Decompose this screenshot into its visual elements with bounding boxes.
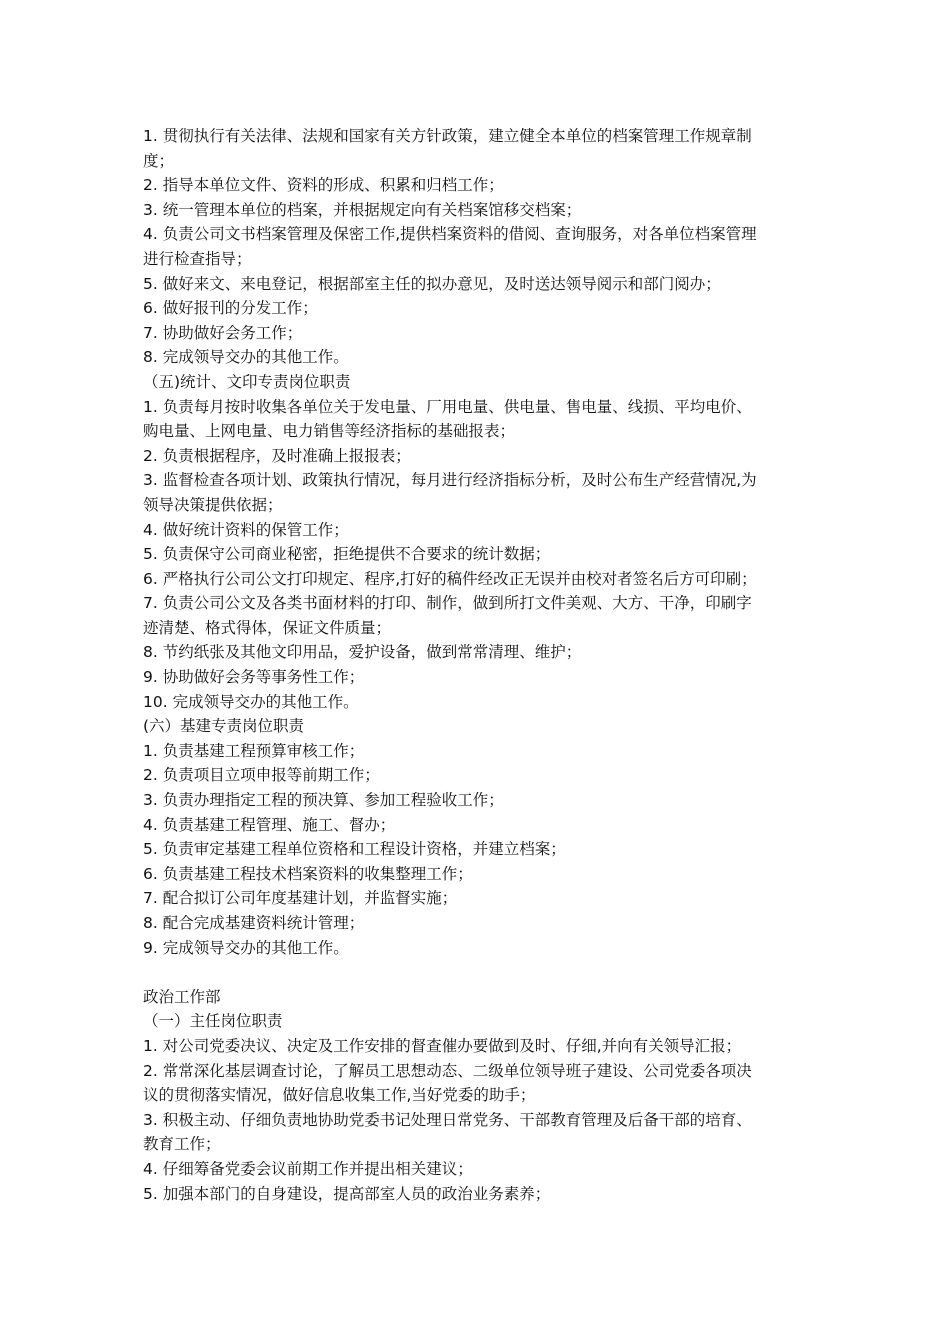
text-line: 8. 配合完成基建资料统计管理；: [143, 914, 365, 932]
text-line: 4. 仔细筹备党委会议前期工作并提出相关建议；: [143, 1159, 473, 1178]
document-body: [143, 124, 813, 1206]
text-line: 度；: [143, 151, 175, 170]
text-line: 5. 加强本部门的自身建设，提高部室人员的政治业务素养；: [143, 1184, 551, 1203]
blank-line: [143, 960, 813, 985]
text-line: 教育工作；: [143, 1135, 221, 1154]
text-line: 4. 做好统计资料的保管工作；: [143, 520, 349, 539]
text-line: 迹清楚、格式得体，保证文件质量；: [143, 618, 392, 637]
text-line: 7. 负责公司公文及各类书面材料的打印、制作，做到所打文件美观、大方、干净，印刷字: [143, 594, 752, 613]
text-line: 2. 指导本单位文件、资料的形成、积累和归档工作；: [143, 176, 504, 195]
section-heading: （一）主任岗位职责: [143, 1012, 283, 1031]
text-line: 2. 负责项目立项申报等前期工作；: [143, 766, 380, 785]
text-line: 5. 负责保守公司商业秘密，拒绝提供不合要求的统计数据；: [143, 545, 551, 564]
text-line: 9. 完成领导交办的其他工作。: [143, 938, 349, 957]
text-line: 7. 配合拟订公司年度基建计划，并监督实施；: [143, 889, 458, 908]
text-line: 购电量、上网电量、电力销售等经济指标的基础报表；: [143, 422, 516, 441]
text-line: 8. 完成领导交办的其他工作。: [143, 348, 349, 367]
text-line: 领导决策提供依据；: [143, 495, 283, 514]
text-line: 议的贯彻落实情况，做好信息收集工作,当好党委的助手；: [143, 1086, 536, 1105]
text-line: 6. 负责基建工程技术档案资料的收集整理工作；: [143, 864, 473, 883]
text-line: 2. 常常深化基层调查讨论，了解员工思想动态、二级单位领导班子建设、公司党委各项决: [143, 1061, 752, 1080]
text-line: 8. 节约纸张及其他文印用品，爱护设备，做到常常清理、维护；: [143, 643, 582, 662]
text-line: 进行检查指导；: [143, 249, 252, 268]
department-title: 政治工作部: [143, 987, 221, 1006]
text-line: 1. 负责基建工程预算审核工作；: [143, 741, 365, 760]
text-line: 10. 完成领导交办的其他工作。: [143, 692, 359, 711]
text-line: 3. 统一管理本单位的档案，并根据规定向有关档案馆移交档案；: [143, 200, 582, 219]
text-line: 1. 负责每月按时收集各单位关于发电量、厂用电量、供电量、售电量、线损、平均电价、: [143, 397, 752, 416]
section-heading: （五)统计、文印专责岗位职责: [143, 372, 351, 391]
text-line: 3. 负责办理指定工程的预决算、参加工程验收工作；: [143, 791, 504, 810]
text-line: 7. 协助做好会务工作；: [143, 323, 303, 342]
text-line: 5. 负责审定基建工程单位资格和工程设计资格，并建立档案；: [143, 840, 566, 859]
text-line: 5. 做好来文、来电登记，根据部室主任的拟办意见，及时送达领导阅示和部门阅办；: [143, 274, 721, 293]
text-line: 1. 对公司党委决议、决定及工作安排的督查催办要做到及时、仔细,并向有关领导汇报；: [143, 1036, 742, 1055]
text-line: 3. 积极主动、仔细负责地协助党委书记处理日常党务、干部教育管理及后备干部的培育、: [143, 1110, 752, 1129]
section-heading: (六）基建专责岗位职责: [143, 717, 305, 736]
text-line: 6. 严格执行公司公文打印规定、程序,打好的稿件经改正无误并由校对者签名后方可印刷；: [143, 569, 757, 588]
text-line: 4. 负责公司文书档案管理及保密工作,提供档案资料的借阅、查询服务，对各单位档案管理: [143, 225, 757, 244]
text-line: 3. 监督检查各项计划、政策执行情况，每月进行经济指标分析，及时公布生产经营情况,为: [143, 471, 757, 490]
text-line: 2. 负责根据程序，及时准确上报报表；: [143, 446, 411, 465]
text-line: 6. 做好报刊的分发工作；: [143, 299, 318, 318]
text-line: 1. 贯彻执行有关法律、法规和国家有关方针政策，建立健全本单位的档案管理工作规章制: [143, 127, 752, 145]
text-line: 4. 负责基建工程管理、施工、督办；: [143, 815, 396, 834]
text-line: 9. 协助做好会务等事务性工作；: [143, 668, 365, 687]
